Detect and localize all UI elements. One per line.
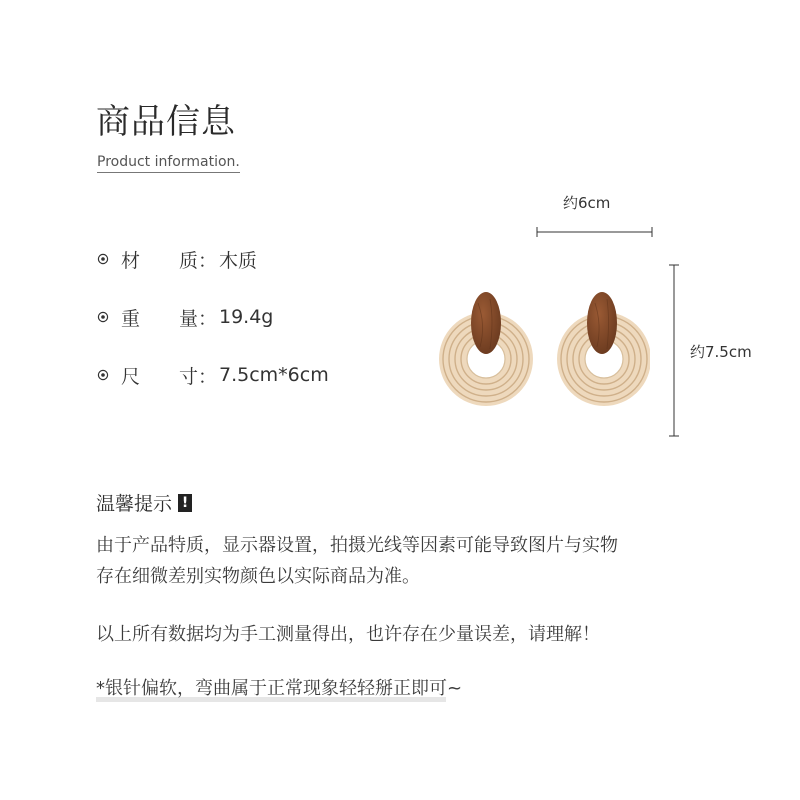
page-subtitle: Product information. — [97, 154, 240, 170]
spec-label-char: 寸： — [178, 365, 217, 388]
spec-label — [121, 304, 219, 331]
exclamation-icon: ! — [178, 494, 192, 512]
tips-heading — [96, 489, 192, 516]
earring-left — [439, 292, 533, 406]
bullet-icon — [97, 253, 109, 265]
earrings-image — [430, 285, 650, 420]
height-dimension-line — [664, 260, 684, 442]
spec-label — [121, 246, 219, 273]
spec-label-char: 材 — [121, 249, 141, 272]
bullet-icon — [97, 311, 109, 323]
spec-label-char: 重 — [121, 307, 141, 330]
tips-paragraph-1-line-1: 由于产品特质，显示器设置，拍摄光线等因素可能导致图片与实物 — [96, 535, 618, 556]
spec-value: 木质 — [219, 249, 258, 272]
spec-material — [97, 245, 257, 273]
tips-title: 温馨提示 — [96, 493, 173, 515]
width-dimension-label: 约6cm — [563, 194, 611, 212]
spec-label-char: 量： — [178, 307, 217, 330]
tips-paragraph-2: 以上所有数据均为手工测量得出，也许存在少量误差，请理解！ — [96, 624, 600, 645]
height-dimension-label: 约7.5cm — [690, 343, 752, 361]
page-title: 商品信息 — [96, 102, 236, 142]
bullet-icon — [97, 369, 109, 381]
spec-size — [97, 361, 329, 389]
width-dimension-line — [530, 224, 660, 240]
spec-value: 7.5cm*6cm — [219, 364, 329, 386]
tips-note: *银针偏软，弯曲属于正常现象轻轻掰正即可~ — [96, 678, 463, 699]
spec-label-char: 质： — [178, 249, 217, 272]
tips-paragraph-1-line-2: 存在细微差别实物颜色以实际商品为准。 — [96, 566, 420, 587]
spec-weight — [97, 303, 273, 331]
spec-label-char: 尺 — [121, 365, 141, 388]
earring-right — [557, 292, 650, 406]
spec-label — [121, 362, 219, 389]
subtitle-underline — [97, 172, 240, 173]
spec-value: 19.4g — [219, 306, 274, 328]
